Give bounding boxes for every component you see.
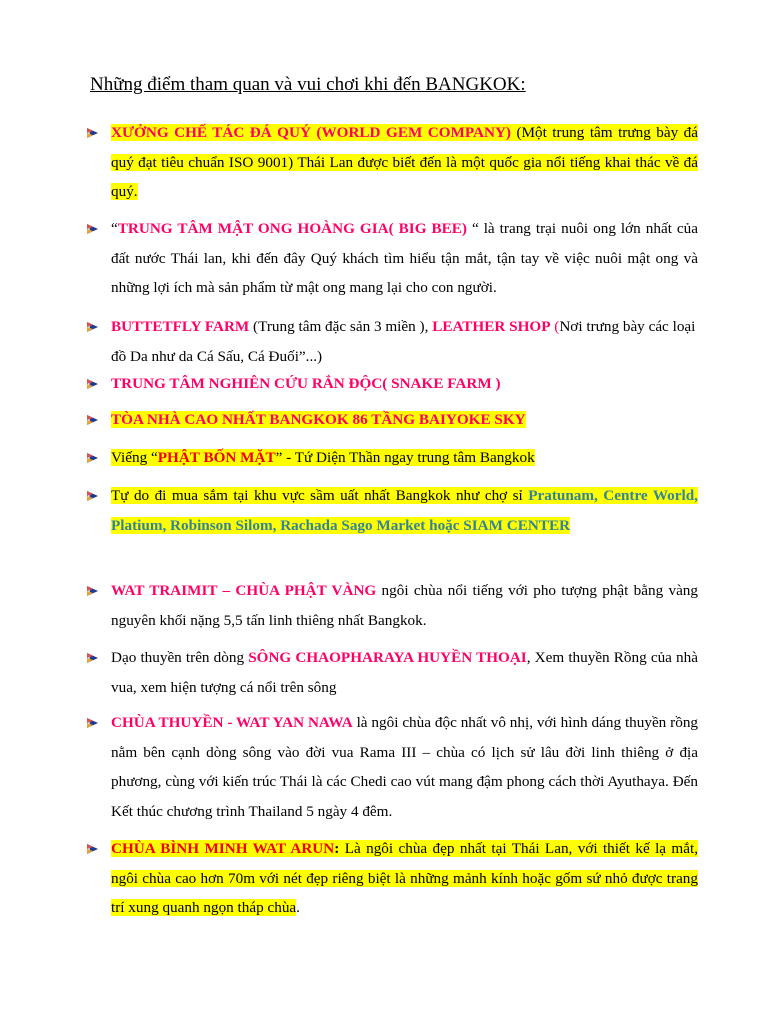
item-text <box>111 576 698 635</box>
list-item-big-bee <box>86 214 698 303</box>
list-item-shopping <box>86 481 698 540</box>
item-text <box>111 118 698 207</box>
list-item-four-faced-buddha <box>86 443 698 473</box>
arrow-bullet-icon <box>86 413 100 427</box>
place-description: “ là trang trại nuôi ong lớn nhất của đất nước Thái lan, khi đến đây Quý khách tìm hiểu tận mắt, tận tay về việc nuôi mật ong và những lợi ích mà sản phẩm từ mật ong mang lại cho con người. <box>111 220 698 297</box>
place-name: SÔNG CHAOPHARAYA HUYỀN THOẠI <box>248 649 527 666</box>
item-text: “TRUNG TÂM MẬT ONG HOÀNG GIA( BIG BEE) “ là trang trại nuôi ong lớn nhất của đất nước Thái lan, khi đến đây Quý khách tìm hiểu tận mắt, tận tay về việc nuôi mật ong và những lợi ích mà sản phẩm từ mật ong mang lại cho con người. <box>111 220 698 297</box>
arrow-bullet-icon <box>86 451 100 465</box>
arrow-bullet-icon <box>86 222 100 236</box>
arrow-bullet-icon <box>86 716 100 730</box>
arrow-bullet-icon <box>86 584 100 598</box>
item-text: Dạo thuyền trên dòng SÔNG CHAOPHARAYA HUYỀN THOẠI, Xem thuyền Rồng của nhà vua, xem hiện tượng cá nổi trên sông <box>111 649 698 696</box>
list-item-wat-traimit <box>86 576 698 635</box>
arrow-bullet-icon <box>86 126 100 140</box>
item-text <box>111 708 698 826</box>
place-description: là ngôi chùa độc nhất vô nhị, với hình dáng thuyền rồng nằm bên cạnh dòng sông vào đời vua Rama III – chùa có lịch sử lâu đời linh thiêng ở địa phương, cùng với kiến trúc Thái là các Chedi cao vút mang đậm phong cách thời Ayuthaya. Đến Kết thúc chương trình Thailand 5 ngày 4 đêm. <box>111 714 699 820</box>
list-item-butterfly-farm <box>86 312 698 371</box>
place-name: BUTTETFLY FARM <box>111 318 250 335</box>
place-name: TÒA NHÀ CAO NHẤT BANGKOK 86 TẦNG BAIYOKE SKY <box>111 411 526 428</box>
arrow-bullet-icon <box>86 489 100 503</box>
list-item-wat-yan-nawa <box>86 708 698 826</box>
place-name-2: LEATHER SHOP <box>432 318 551 335</box>
list-item-snake-farm <box>86 369 698 399</box>
place-description: ngôi chùa nổi tiếng với pho tượng phật bằng vàng nguyên khối nặng 5,5 tấn linh thiêng nhất Bangkok. <box>111 582 698 629</box>
place-name: Pratunam, Centre World, Platium, Robinson Silom, Rachada Sago Market hoặc SIAM CENTER <box>111 487 698 534</box>
place-name: XƯỞNG CHẾ TÁC ĐÁ QUÝ (WORLD GEM COMPANY) <box>111 124 511 141</box>
list-item-wat-arun <box>86 834 698 923</box>
list-item-baiyoke-sky <box>86 405 698 435</box>
arrow-bullet-icon <box>86 651 100 665</box>
page-title: Những điểm tham quan và vui chơi khi đến BANGKOK: <box>90 74 526 95</box>
place-name: TRUNG TÂM NGHIÊN CỨU RẮN ĐỘC( SNAKE FARM ) <box>111 375 501 392</box>
item-text <box>111 405 698 435</box>
arrow-bullet-icon <box>86 377 100 391</box>
place-description: (Một trung tâm trưng bày đá quý đạt tiêu chuẩn ISO 9001) Thái Lan được biết đến là một quốc gia nổi tiếng khai thác về đá quý. <box>111 124 698 201</box>
arrow-bullet-icon <box>86 842 100 856</box>
arrow-bullet-icon <box>86 320 100 334</box>
place-name: CHÙA BÌNH MINH WAT ARUN <box>111 840 335 857</box>
list-item-chaopharaya-river <box>86 643 698 702</box>
place-description: ” - Tứ Diện Thần ngay trung tâm Bangkok <box>275 449 535 466</box>
place-name: PHẬT BỐN MẶT <box>157 449 276 466</box>
list-item-gem-company <box>86 118 698 207</box>
place-description: Là ngôi chùa đẹp nhất tại Thái Lan, với thiết kế lạ mắt, ngôi chùa cao hơn 70m với nét đẹp riêng biệt là những mảnh kính hoặc gốm sứ nhỏ được trang trí xung quanh ngọn tháp chùa <box>111 840 698 917</box>
item-text: CHÙA BÌNH MINH WAT ARUN: Là ngôi chùa đẹp nhất tại Thái Lan, với thiết kế lạ mắt, ngôi chùa cao hơn 70m với nét đẹp riêng biệt là những mảnh kính hoặc gốm sứ nhỏ được trang trí xung quanh ngọn tháp chùa. <box>111 840 698 917</box>
item-text <box>111 369 698 399</box>
item-text: Tự do đi mua sắm tại khu vực sầm uất nhất Bangkok như chợ sỉ Pratunam, Centre World, Platium, Robinson Silom, Rachada Sago Market hoặc SIAM CENTER <box>111 487 698 534</box>
place-name: WAT TRAIMIT – CHÙA PHẬT VÀNG <box>111 582 377 599</box>
place-description: , Xem thuyền Rồng của nhà vua, xem hiện tượng cá nổi trên sông <box>111 649 698 696</box>
item-text: BUTTETFLY FARM (Trung tâm đặc sản 3 miền ), LEATHER SHOP (Nơi trưng bày các loại đồ Da như da Cá Sấu, Cá Đuối”...) <box>111 318 696 365</box>
item-text: Viếng “PHẬT BỐN MẶT” - Tứ Diện Thần ngay trung tâm Bangkok <box>111 449 535 466</box>
place-name: CHÙA THUYỀN - WAT YAN NAWA <box>111 714 353 731</box>
place-name: TRUNG TÂM MẬT ONG HOÀNG GIA( BIG BEE) <box>117 220 467 237</box>
